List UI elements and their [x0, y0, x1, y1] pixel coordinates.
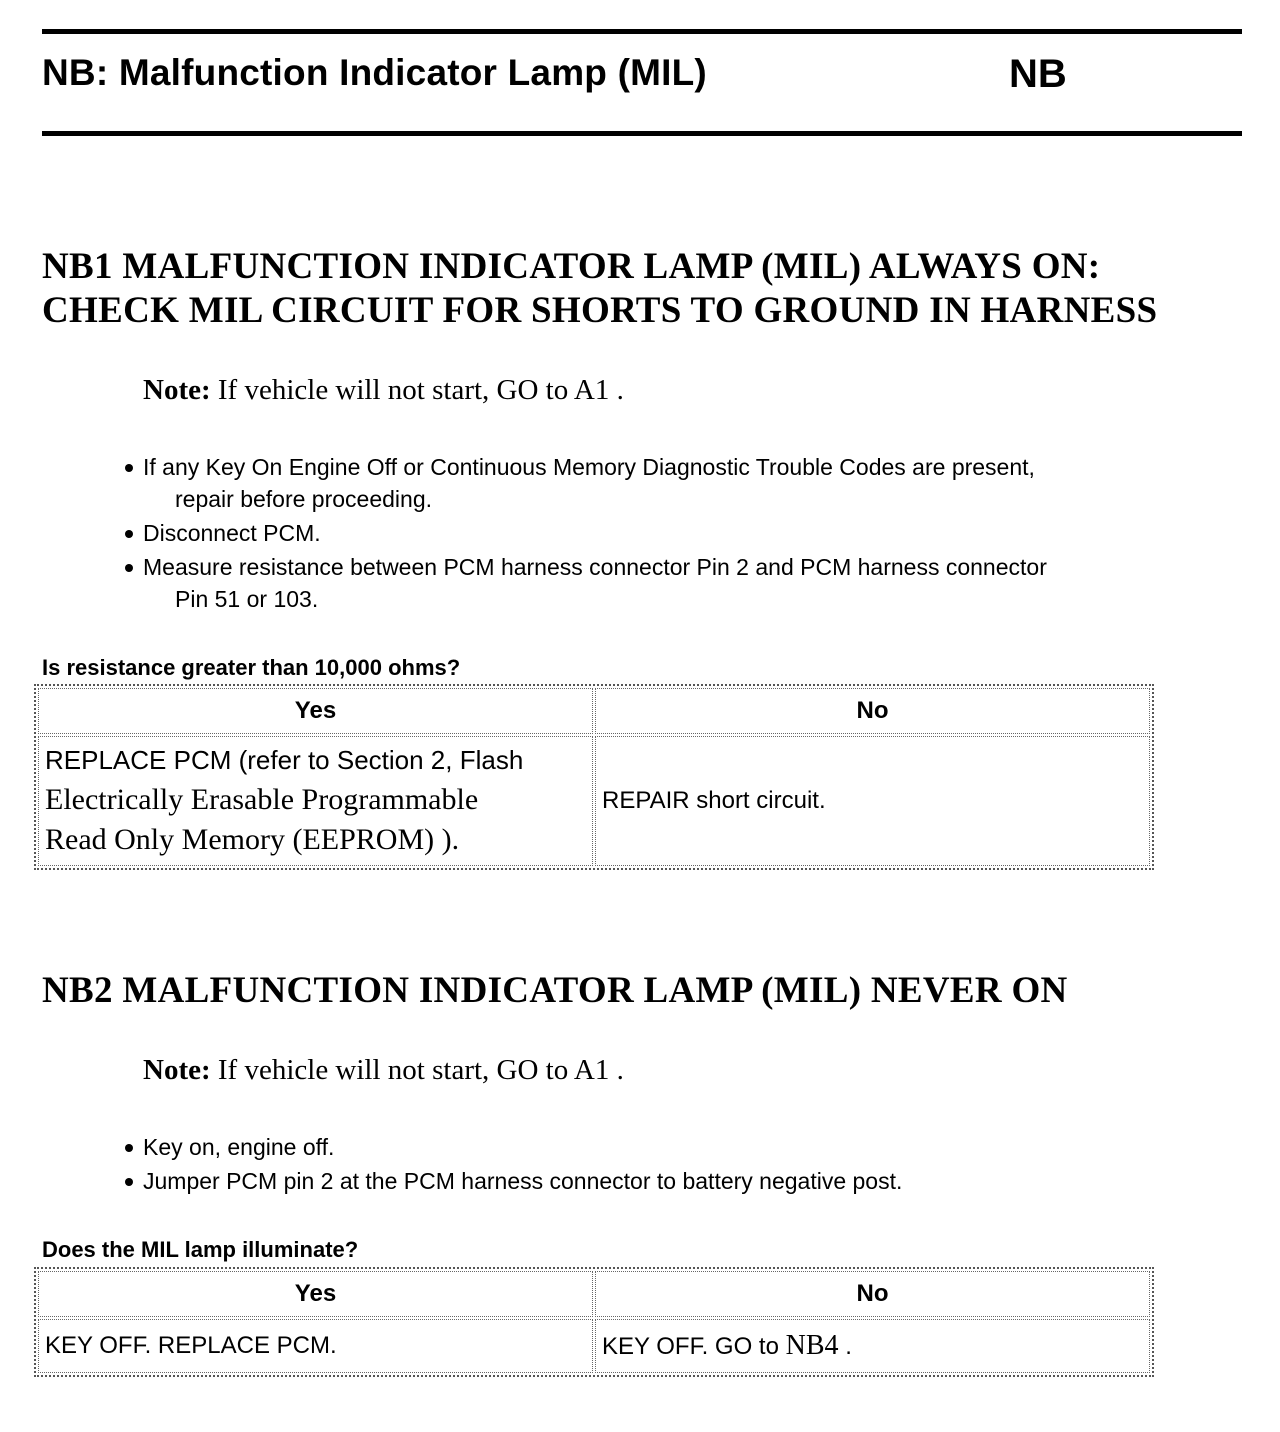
list-item	[125, 451, 1245, 515]
bullet-icon	[125, 530, 133, 538]
no-cell-link-nb4[interactable]: NB4	[785, 1330, 839, 1361]
table-row	[38, 736, 1150, 866]
section-nb2-result-table	[34, 1267, 1154, 1377]
no-cell-text: KEY OFF. GO to	[602, 1333, 779, 1360]
note-link-a1[interactable]: A1	[573, 1054, 610, 1086]
step-continuation: repair before proceeding.	[175, 486, 432, 512]
yes-cell-line1: REPLACE PCM (refer to Section 2, Flash	[45, 745, 524, 775]
bullet-icon	[125, 1144, 133, 1152]
table-row	[38, 1319, 1150, 1373]
list-item	[125, 1131, 1245, 1163]
table-header-row	[38, 1271, 1150, 1317]
list-item	[125, 517, 1245, 549]
step-text: Measure resistance between PCM harness connector Pin 2 and PCM harness connector	[143, 554, 1047, 580]
yes-cell-line3: Read Only Memory (EEPROM) ).	[45, 823, 460, 856]
page-code: NB	[1009, 52, 1067, 96]
bullet-icon	[125, 1178, 133, 1186]
no-cell	[595, 1319, 1150, 1373]
section-nb1-note	[143, 374, 624, 407]
section-nb1-heading-line2: CHECK MIL CIRCUIT FOR SHORTS TO GROUND IN HARNESS	[42, 290, 1158, 331]
bullet-icon	[125, 464, 133, 472]
section-nb2-steps	[125, 1131, 1245, 1197]
section-nb2-heading-line1: NB2 MALFUNCTION INDICATOR LAMP (MIL) NEVER ON	[42, 970, 1068, 1011]
yes-cell-line2: Electrically Erasable Programmable	[45, 783, 479, 816]
note-label: Note:	[143, 1054, 211, 1086]
no-header: No	[595, 688, 1150, 734]
note-text: If vehicle will not start, GO to	[217, 374, 569, 406]
yes-header: Yes	[38, 688, 593, 734]
section-nb1-heading	[42, 245, 1157, 333]
list-item	[125, 1165, 1245, 1197]
no-cell: REPAIR short circuit.	[595, 736, 1150, 866]
note-end: .	[616, 1054, 624, 1086]
no-header: No	[595, 1271, 1150, 1317]
list-item	[125, 551, 1245, 615]
step-text: Disconnect PCM.	[143, 520, 321, 546]
section-nb1-result-table	[34, 684, 1154, 870]
note-label: Note:	[143, 374, 211, 406]
section-nb2-question: Does the MIL lamp illuminate?	[42, 1237, 359, 1262]
table-header-row	[38, 688, 1150, 734]
page-title: NB: Malfunction Indicator Lamp (MIL)	[42, 52, 707, 93]
bullet-icon	[125, 564, 133, 572]
note-link-a1[interactable]: A1	[573, 374, 610, 406]
section-nb2-note	[143, 1054, 624, 1087]
note-text: If vehicle will not start, GO to	[217, 1054, 569, 1086]
header-top-rule	[42, 29, 1242, 34]
section-nb1-heading-line1: NB1 MALFUNCTION INDICATOR LAMP (MIL) ALWAYS ON:	[42, 246, 1101, 287]
no-cell-end: .	[845, 1333, 852, 1360]
step-text: Jumper PCM pin 2 at the PCM harness connector to battery negative post.	[143, 1168, 903, 1194]
yes-header: Yes	[38, 1271, 593, 1317]
section-nb2-heading	[42, 969, 1068, 1013]
step-text: Key on, engine off.	[143, 1134, 335, 1160]
step-continuation: Pin 51 or 103.	[175, 586, 319, 612]
header-bottom-rule	[42, 131, 1242, 136]
yes-cell	[38, 736, 593, 866]
yes-cell: KEY OFF. REPLACE PCM.	[38, 1319, 593, 1373]
section-nb1-question: Is resistance greater than 10,000 ohms?	[42, 655, 461, 680]
section-nb1-steps	[125, 451, 1245, 615]
note-end: .	[616, 374, 624, 406]
step-text: If any Key On Engine Off or Continuous Memory Diagnostic Trouble Codes are present,	[143, 454, 1035, 480]
